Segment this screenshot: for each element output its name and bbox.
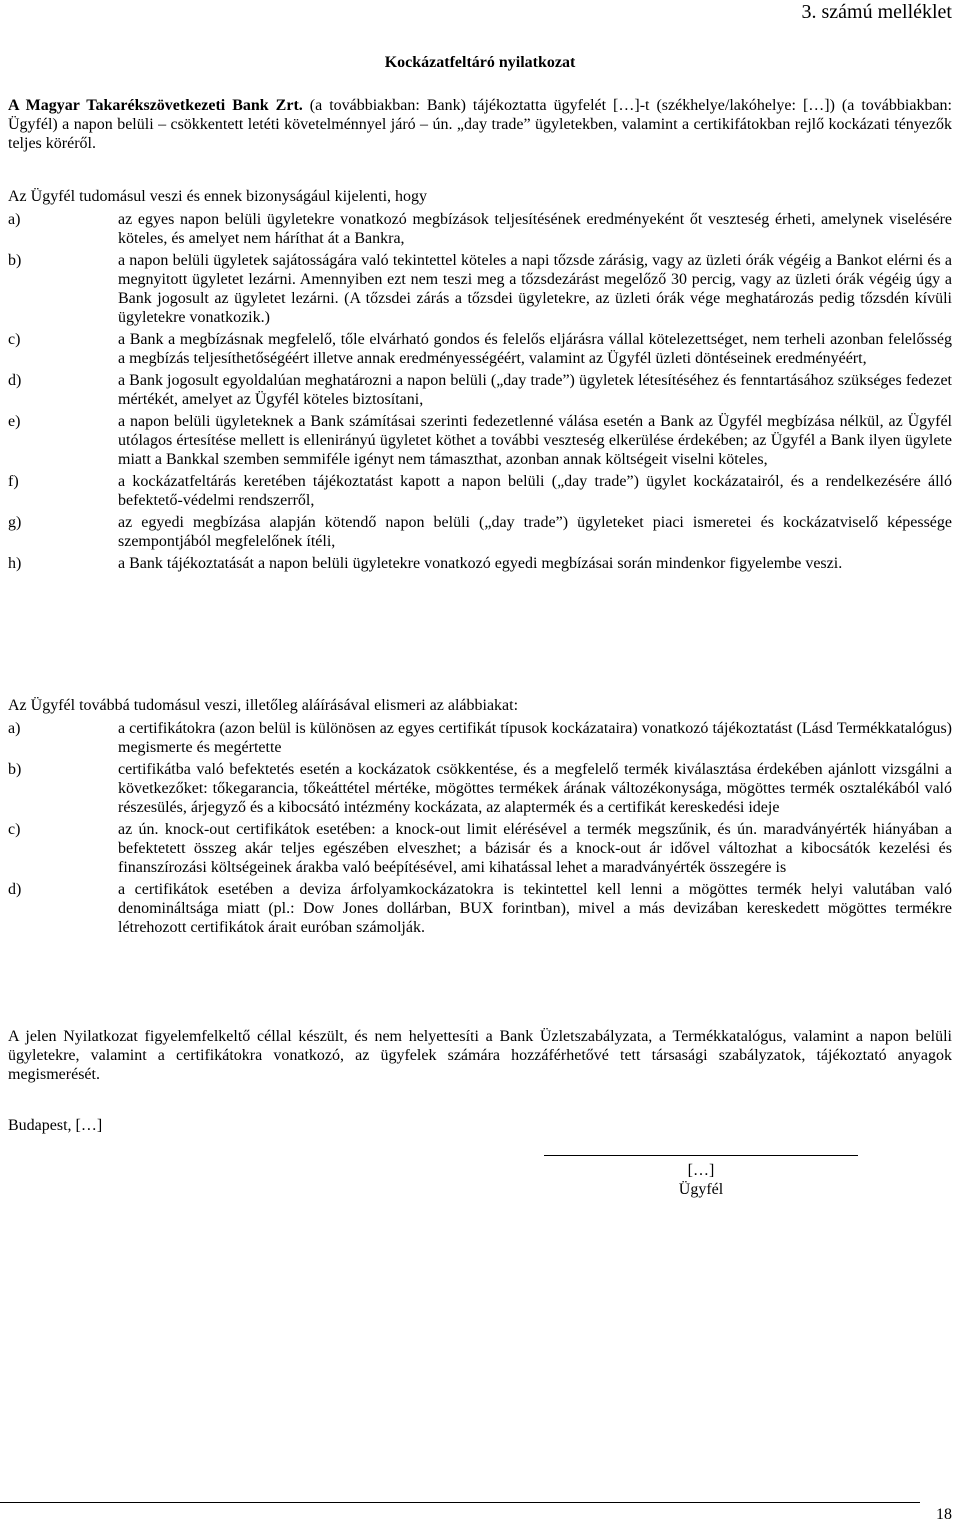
closing-paragraph: A jelen Nyilatkozat figyelemfelkeltő céllal készült, és nem helyettesíti a Bank Üzletszabályzata, a Termékkatalógus, valamint a napon belüli ügyletekre, valamint a certifikátokra vonatkozó, az ügyfelek számára hozzáférhetővé tett társasági szabályzatok, tájékoztató anyagok megismerését. [8,1028,952,1083]
annex-label: 3. számú melléklet [801,1,952,23]
item-text: a certifikátok esetében a deviza árfolyamkockázatokra is tekintettel kell lenni a mögöttes termék helyi valutában való denomináltsága miatt (pl.: Dow Jones dollárban, BUX forintban), mivel a más devizában kereskedett mögöttes termékre létrehozott certifikátok árait euróban számolják. [118,881,952,936]
list-item [8,330,952,368]
item-label: c) [8,821,21,838]
item-label: a) [8,211,21,228]
list-item [8,880,952,937]
item-text: a Bank jogosult egyoldalúan meghatározni a napon belüli („day trade”) ügyletek létesítéséhez és fenntartásához szükséges fedezet mértékét, amelyet az Ügyfél köteles biztosítani, [118,372,952,408]
item-text: a kockázatfeltárás keretében tájékoztatást kapott a napon belüli („day trade”) ügylet kockázatairól, és a rendelkezésére álló befektető-védelmi rendszerről, [118,473,952,509]
item-label: b) [8,252,22,269]
list-item [8,210,952,248]
section2-list [8,719,952,940]
list-item [8,554,952,573]
item-label: a) [8,720,21,737]
intro-paragraph [8,96,952,153]
signature-name: […] [687,1162,715,1179]
footer-divider [0,1502,920,1503]
item-label: g) [8,514,22,531]
item-text: certifikátba való befektetés esetén a kockázatok csökkentése, és a megfelelő termék kiválasztása érdekében ajánlott vizsgálni a következőket: tőkegarancia, tőkeáttétel mértéke, mögöttes termékek árának változékonysága, mögöttes termék osztalékából való részesülés, árjegyző és a kibocsátó intézmény kockázata, az alaptermék és a certifikát kereskedési ideje [118,761,952,816]
bank-name: A Magyar Takarékszövetkezeti Bank Zrt. [8,97,303,114]
item-text: a napon belüli ügyleteknek a Bank számításai szerinti fedezetlenné válása esetén a Bank az Ügyfél megbízása nélkül, az Ügyfél utólagos értesítése mellett is ellenirányú ügyletet köthet a további veszteség elkerülése érdekében; az Ügyfél a Bank ilyen ügylete miatt a Bankkal szemben semmiféle igényt nem támaszthat, azonban annak költségeit viselni köteles, [118,413,952,468]
item-label: h) [8,555,22,572]
item-label: b) [8,761,22,778]
list-item [8,251,952,327]
item-text: az egyes napon belüli ügyletekre vonatkozó megbízások teljesítésének eredményeként őt veszteség érheti, amelynek viselésére köteles, és amelyet nem háríthat át a Bankra, [118,211,952,247]
list-item [8,412,952,469]
item-label: e) [8,413,21,430]
list-item [8,513,952,551]
item-label: d) [8,881,22,898]
intro-text: (a továbbiakban: Bank) tájékoztatta ügyfelét […]-t (székhelye/lakóhelye: […]) (a továbbiakban: Ügyfél) a napon belüli – csökkentett letéti követelménnyel járó – ún. „day trade” ügyletekben, valamint a certikifátokban rejlő kockázati tényezők teljes köréről. [8,97,952,152]
page-number: 18 [936,1506,952,1523]
list-item [8,472,952,510]
signature-block [544,1161,858,1199]
item-text: a napon belüli ügyletek sajátosságára való tekintettel köteles a napi tőzsde zárásig, vagy az üzleti órák végéig a Bankot elérni és a megnyitott ügyletet lezárni. Amennyiben ezt nem teszi meg a tőzsdezárást megelőző 30 percig, vagy az üzleti órák végéig úgy a Bank jogosult az ügyletet lezárni. (A tőzsdei zárás a tőzsdei ügyletekre, az üzleti órák vége meghatározás pedig tőzsdén kívüli ügyletekre vonatkozik.) [118,252,952,326]
item-text: az egyedi megbízása alapján kötendő napon belüli („day trade”) ügyleteket piaci ismeretei és kockázatviselő képessége szempontjából megfelelőnek ítéli, [118,514,952,550]
list-item [8,760,952,817]
item-label: d) [8,372,22,389]
section2-lead: Az Ügyfél továbbá tudomásul veszi, illetőleg aláírásával elismeri az alábbiakat: [8,697,519,714]
section1-list [8,210,952,576]
item-text: az ún. knock-out certifikátok esetében: a knock-out limit elérésével a termék megszűnik, és ún. maradványérték hiányában a befektetett összeg akár teljes egészében elveszhet; a bázisár és a knock-out ár idővel változhat a kibocsátók kezelési és finanszírozási költségeinek árakba való beépítésével, ami kihatással lehet a maradványérték összegére is [118,821,952,876]
signature-line [544,1155,858,1156]
item-text: a certifikátokra (azon belül is különösen az egyes certifikát típusok kockázataira) vonatkozó tájékoztatást (Lásd Termékkatalógus) megismerte és megértette [118,720,952,756]
list-item [8,371,952,409]
section1-lead: Az Ügyfél tudomásul veszi és ennek bizonyságául kijelenti, hogy [8,188,428,205]
item-text: a Bank a megbízásnak megfelelő, tőle elvárható gondos és felelős eljárásra vállal kötelezettséget, nem terheli azonban felelősség a megbízás teljesíthetőségéért illetve annak eredményességéért, valamint az Ügyfél üzleti döntéseinek eredményéért, [118,331,952,367]
signature-role: Ügyfél [678,1181,724,1198]
item-label: f) [8,473,19,490]
item-label: c) [8,331,21,348]
item-text: a Bank tájékoztatását a napon belüli ügyletekre vonatkozó egyedi megbízásai során mindenkor figyelembe veszi. [118,555,843,572]
list-item [8,820,952,877]
document-title: Kockázatfeltáró nyilatkozat [384,54,576,71]
place-date: Budapest, […] [8,1117,103,1134]
list-item [8,719,952,757]
